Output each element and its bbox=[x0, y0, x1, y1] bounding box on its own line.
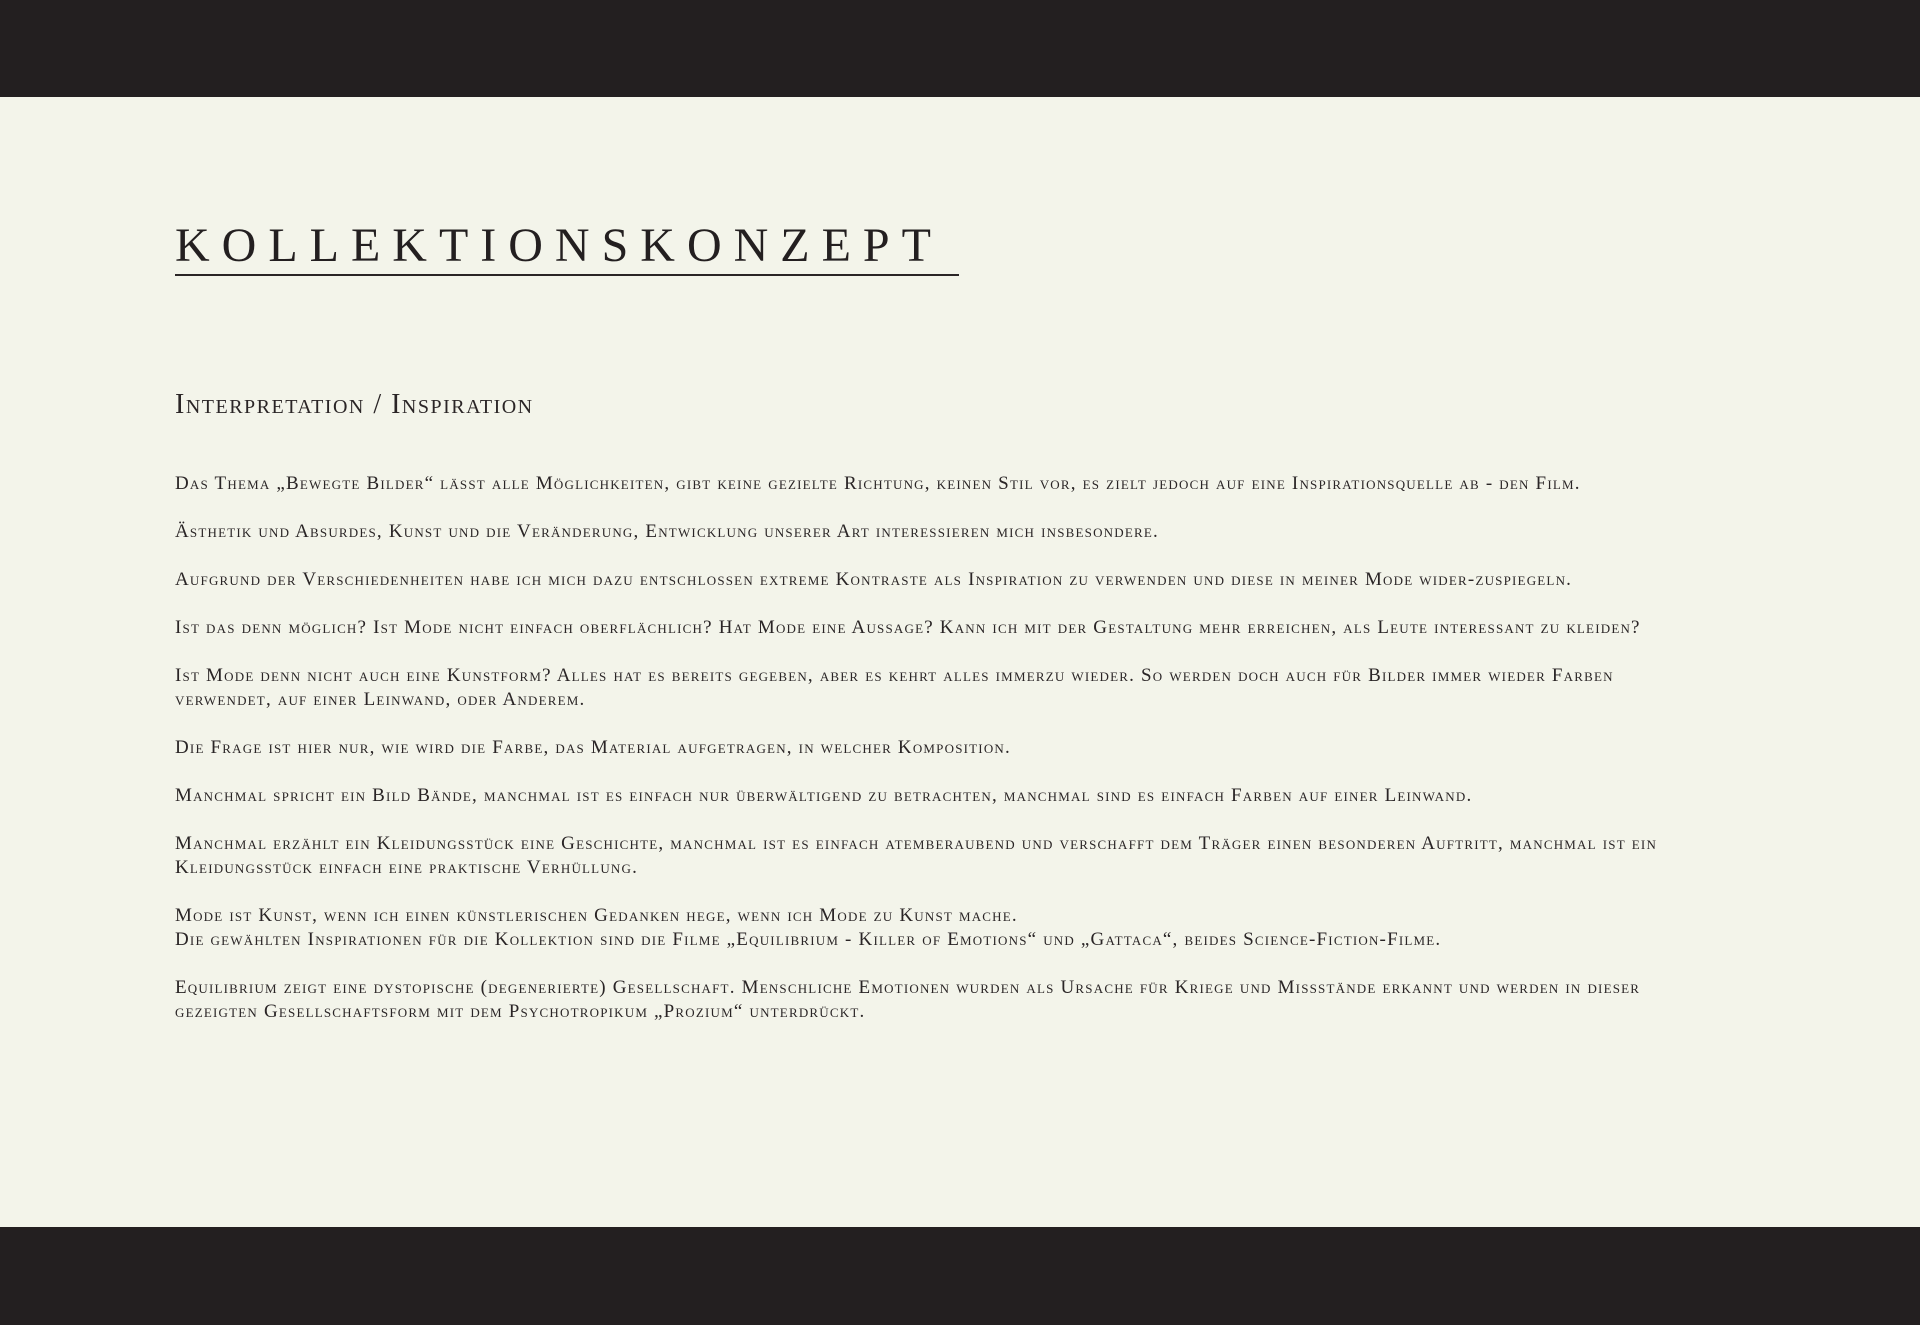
paragraph-picture: Manchmal spricht ein Bild Bände, manchmal ist es einfach nur überwältigend zu betrachten, manchmal sind es einfach Farben auf einer Leinwand. bbox=[175, 785, 1473, 806]
section-heading: Interpretation / Inspiration bbox=[175, 389, 534, 420]
paragraph-art-form: Ist Mode denn nicht auch eine Kunstform? Alles hat es bereits gegeben, aber es kehrt alles immerzu wieder. So werden doch auch für Bilder immer wieder Farben verwendet, auf einer Leinwand, oder Anderem. bbox=[175, 665, 1614, 710]
paragraph-questions: Ist das denn möglich? Ist Mode nicht einfach oberflächlich? Hat Mode eine Aussage? Kann ich mit der Gestaltung mehr erreichen, als Leute interessant zu kleiden? bbox=[175, 617, 1641, 638]
paragraph-composition: Die Frage ist hier nur, wie wird die Farbe, das Material aufgetragen, in welcher Komposition. bbox=[175, 737, 1011, 758]
paragraph-garment: Manchmal erzählt ein Kleidungsstück eine Geschichte, manchmal ist es einfach atemberaubend und verschafft dem Träger einen besonderen Auftritt, manchmal ist ein Kleidungsstück einfach eine praktische Verhüllung. bbox=[175, 833, 1658, 878]
paragraph-theme: Das Thema „Bewegte Bilder“ lässt alle Möglichkeiten, gibt keine gezielte Richtung, keinen Stil vor, es zielt jedoch auf eine Inspirationsquelle ab - den Film. bbox=[175, 473, 1581, 494]
paragraph-equilibrium: Equilibrium zeigt eine dystopische (degenerierte) Gesellschaft. Menschliche Emotionen wurden als Ursache für Kriege und Missstände erkannt und werden in dieser gezeigten Gesellschaftsform mit dem Psychotropikum „Prozium“ unterdrückt. bbox=[175, 977, 1641, 1022]
document-page bbox=[175, 220, 1705, 1048]
bottom-band bbox=[0, 1227, 1920, 1325]
body-text bbox=[175, 472, 1705, 1024]
paragraph-fashion-art: Mode ist Kunst, wenn ich einen künstlerischen Gedanken hege, wenn ich Mode zu Kunst mache. bbox=[175, 905, 1018, 926]
paragraph-aesthetics: Ästhetik und Absurdes, Kunst und die Veränderung, Entwicklung unserer Art interessieren mich insbesondere. bbox=[175, 521, 1159, 542]
title-underline bbox=[175, 220, 959, 276]
paragraph-contrasts: Aufgrund der Verschiedenheiten habe ich mich dazu entschlossen extreme Kontraste als Inspiration zu verwenden und diese in meiner Mode wider-zuspiegeln. bbox=[175, 569, 1573, 590]
page-title: KOLLEKTIONSKONZEPT bbox=[175, 219, 943, 272]
top-band bbox=[0, 0, 1920, 97]
paragraph-films: Die gewählten Inspirationen für die Kollektion sind die Filme „Equilibrium - Killer of Emotions“ und „Gattaca“, beides Science-Fiction-Filme. bbox=[175, 929, 1442, 950]
